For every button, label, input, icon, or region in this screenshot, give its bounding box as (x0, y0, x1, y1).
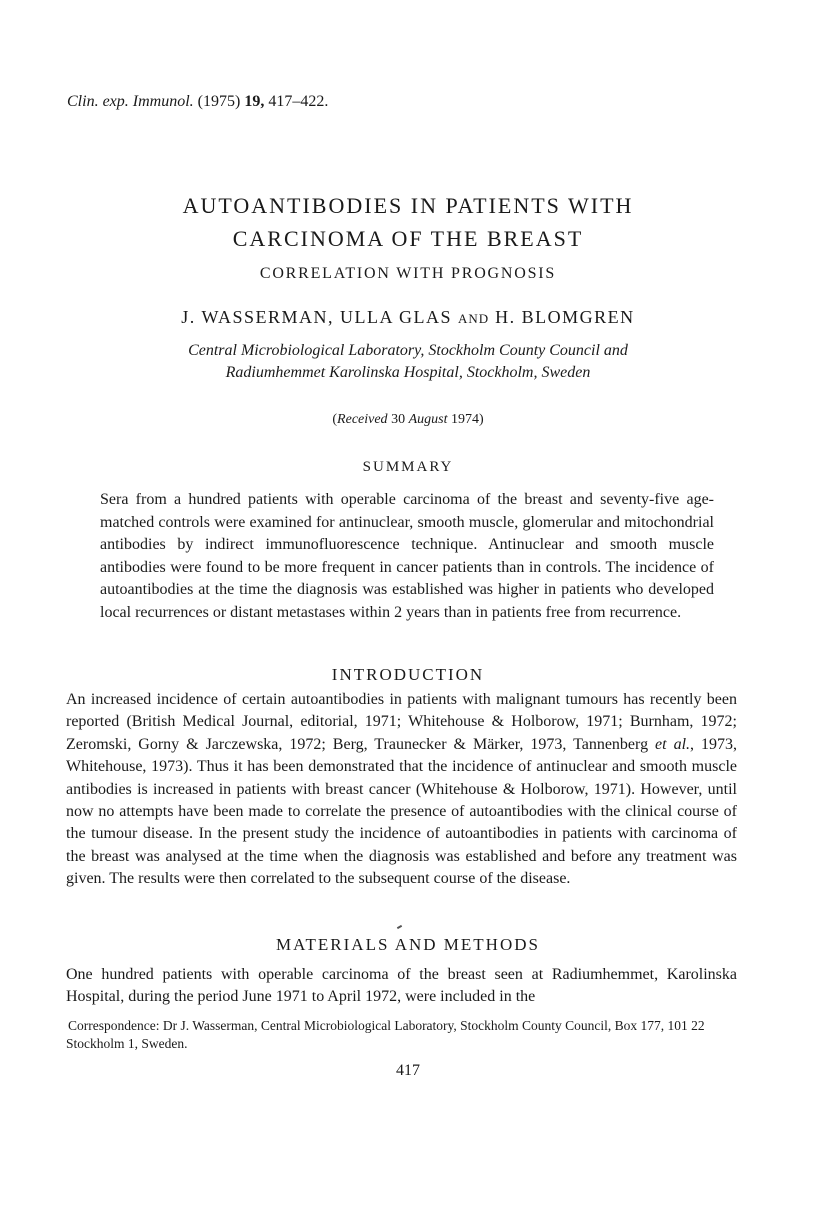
affiliation (0, 340, 816, 384)
journal-year: (1975) (197, 93, 241, 110)
authors-part-1: J. WASSERMAN, ULLA GLAS (181, 307, 452, 327)
received-year: 1974) (450, 412, 484, 427)
introduction-paragraph (66, 689, 737, 891)
ink-mark (397, 925, 402, 929)
received-date (0, 412, 816, 428)
authors-and: AND (458, 311, 490, 326)
affiliation-line-1: Central Microbiological Laboratory, Stockholm County Council and (188, 342, 628, 359)
title-line-1: AUTOANTIBODIES IN PATIENTS WITH (182, 193, 634, 218)
introduction-text-1: An increased incidence of certain autoantibodies in patients with malignant tumours has recently been reported (British Medical Journal, editorial, 1971; Whitehouse & Holborow, 1971; Burnham, 1972; Zeromski, Gorny & Jarczewska, 1972; Berg, Traunecker & Märker, 1973, Tannenberg (66, 691, 737, 753)
authors-part-2: H. BLOMGREN (495, 307, 635, 327)
introduction-heading: INTRODUCTION (331, 665, 485, 684)
journal-volume: 19, (244, 93, 265, 110)
received-month: August (408, 412, 448, 427)
received-open: ( (332, 412, 338, 427)
journal-name: Clin. exp. Immunol. (67, 93, 194, 110)
title-line-2: CARCINOMA OF THE BREAST (232, 226, 584, 251)
journal-citation (67, 93, 328, 111)
journal-pages: 417–422. (268, 93, 329, 110)
introduction-text-2: , 1973, Whitehouse, 1973). Thus it has been demonstrated that the incidence of antinuclear and smooth muscle antibodies is increased in patients with breast cancer (Whitehouse & Holborow, 1971). However, until now no attempts have been made to correlate the presence of autoantibodies with the clinical course of the tumour disease. In the present study the incidence of autoantibodies in patients with carcinoma of the breast was analysed at the time when the diagnosis was established and before any treatment was given. The results were then correlated to the subsequent course of the disease. (66, 735, 737, 888)
introduction-etal: et al. (655, 735, 691, 753)
received-label: Received (337, 412, 388, 427)
article-subtitle: CORRELATION WITH PROGNOSIS (259, 265, 557, 282)
summary-paragraph: Sera from a hundred patients with operable carcinoma of the breast and seventy-five age-matched controls were examined for antinuclear, smooth muscle, glomerular and mitochondrial antibodies by indirect immunofluorescence technique. Antinuclear and smooth muscle antibodies were found to be more frequent in cancer patients than in controls. The incidence of autoantibodies at the time the diagnosis was established was higher in patients who developed local recurrences or distant metastases within 2 years than in patients free from recurrence. (100, 491, 714, 621)
author-list (0, 307, 816, 328)
article-title (0, 189, 816, 255)
affiliation-line-2: Radiumhemmet Karolinska Hospital, Stockholm, Sweden (225, 364, 591, 381)
received-day: 30 (391, 412, 406, 427)
summary-heading: SUMMARY (362, 459, 454, 475)
methods-heading: MATERIALS AND METHODS (276, 935, 540, 954)
methods-paragraph: One hundred patients with operable carcinoma of the breast seen at Radiumhemmet, Karolinska Hospital, during the period June 1971 to April 1972, were included in the (66, 966, 737, 1006)
correspondence-footnote: Correspondence: Dr J. Wasserman, Central Microbiological Laboratory, Stockholm County Council, Box 177, 101 22 Stockholm 1, Sweden. (66, 1018, 705, 1051)
page-number: 417 (396, 1062, 420, 1079)
